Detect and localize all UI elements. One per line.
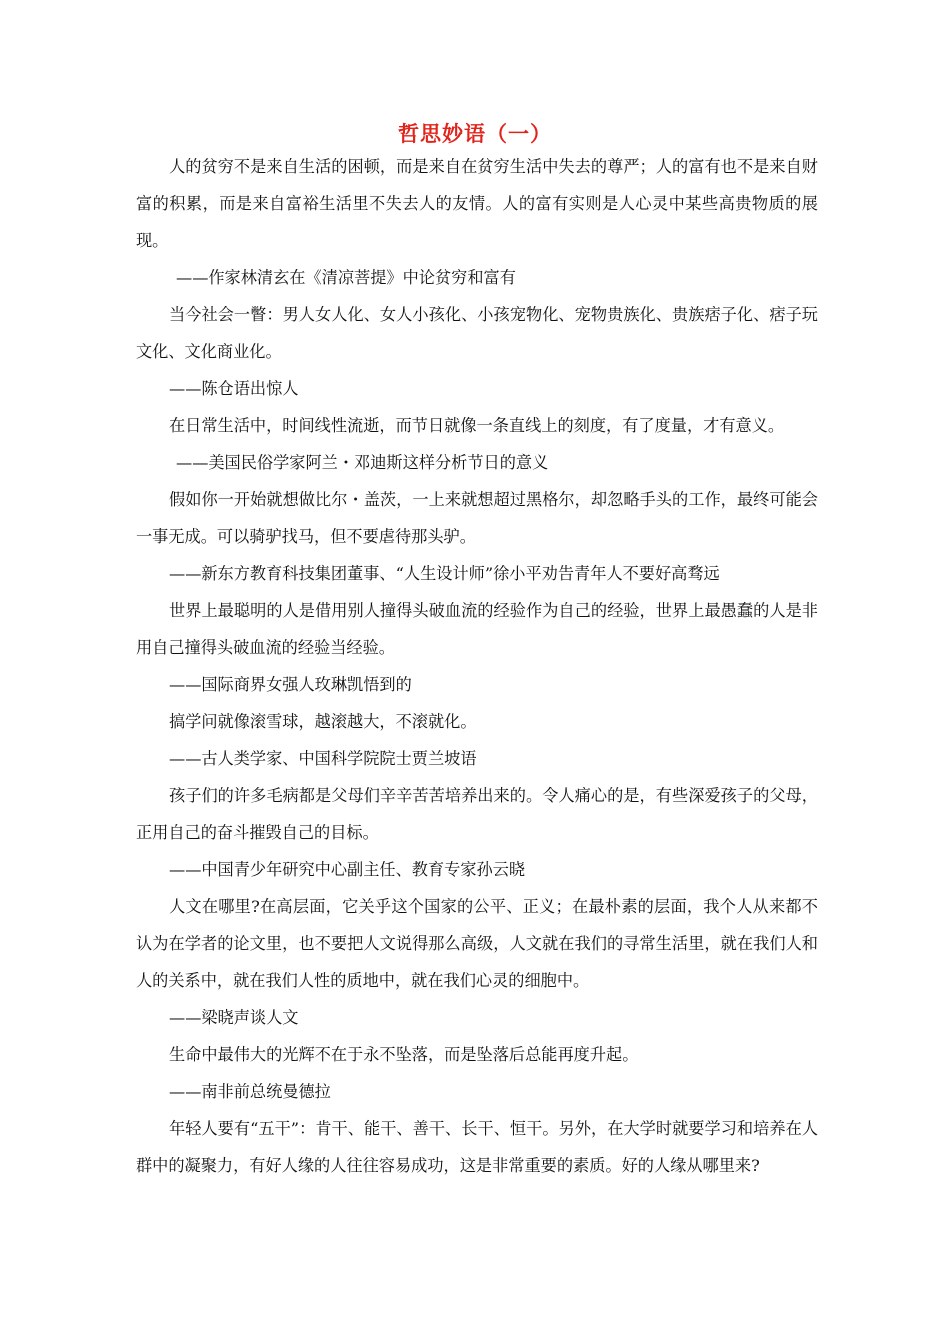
quote-text: 人的贫穷不是来自生活的困顿，而是来自在贫穷生活中失去的尊严；人的富有也不是来自财富的积累，而是来自富裕生活里不失去人的友情。人的富有实则是人心灵中某些高贵物质的展现。 (136, 157, 818, 250)
page-title: 哲思妙语（一） (398, 122, 552, 146)
quote-text: 搞学问就像滚雪球，越滚越大，不滚就化。 (169, 712, 477, 731)
quote-source: ——作家林清玄在《清凉菩提》中论贫穷和富有 (176, 268, 516, 287)
quote-text: 假如你一开始就想做比尔・盖茨，一上来就想超过黑格尔，却忽略手头的工作，最终可能会一事无成。可以骑驴找马，但不要虐待那头驴。 (136, 490, 818, 546)
quote-source: ——古人类学家、中国科学院院士贾兰坡语 (169, 749, 477, 768)
quote-text: 生命中最伟大的光辉不在于永不坠落，而是坠落后总能再度升起。 (169, 1045, 639, 1064)
quote-source: ——陈仓语出惊人 (169, 379, 299, 398)
quote-source: ——梁晓声谈人文 (169, 1008, 299, 1027)
quote-text: 年轻人要有“五干”：肯干、能干、善干、长干、恒干。另外，在大学时就要学习和培养在人群中的凝聚力，有好人缘的人往往容易成功，这是非常重要的素质。好的人缘从哪里来? (136, 1119, 818, 1175)
quote-text: 在日常生活中，时间线性流逝，而节日就像一条直线上的刻度，有了度量，才有意义。 (169, 416, 785, 435)
quote-text: 人文在哪里?在高层面，它关乎这个国家的公平、正义；在最朴素的层面，我个人从来都不认为在学者的论文里，也不要把人文说得那么高级，人文就在我们的寻常生活里，就在我们人和人的关系中，就在我们人性的质地中，就在我们心灵的细胞中。 (136, 897, 818, 990)
quote-source: ——国际商界女强人玫琳凯悟到的 (169, 675, 412, 694)
quote-text: 当今社会一瞥：男人女人化、女人小孩化、小孩宠物化、宠物贵族化、贵族痞子化、痞子玩文化、文化商业化。 (136, 305, 818, 361)
quote-list (136, 148, 818, 1184)
quote-text: 世界上最聪明的人是借用别人撞得头破血流的经验作为自己的经验，世界上最愚蠢的人是非用自己撞得头破血流的经验当经验。 (136, 601, 818, 657)
quote-source: ——美国民俗学家阿兰・邓迪斯这样分析节日的意义 (176, 453, 549, 472)
quote-source: ——南非前总统曼德拉 (169, 1082, 331, 1101)
quote-text: 孩子们的许多毛病都是父母们辛辛苦苦培养出来的。令人痛心的是，有些深爱孩子的父母，正用自己的奋斗摧毁自己的目标。 (136, 786, 818, 842)
quote-source: ——中国青少年研究中心副主任、教育专家孙云晓 (169, 860, 526, 879)
quote-source: ——新东方教育科技集团董事、“人生设计师”徐小平劝告青年人不要好高骛远 (169, 564, 720, 583)
